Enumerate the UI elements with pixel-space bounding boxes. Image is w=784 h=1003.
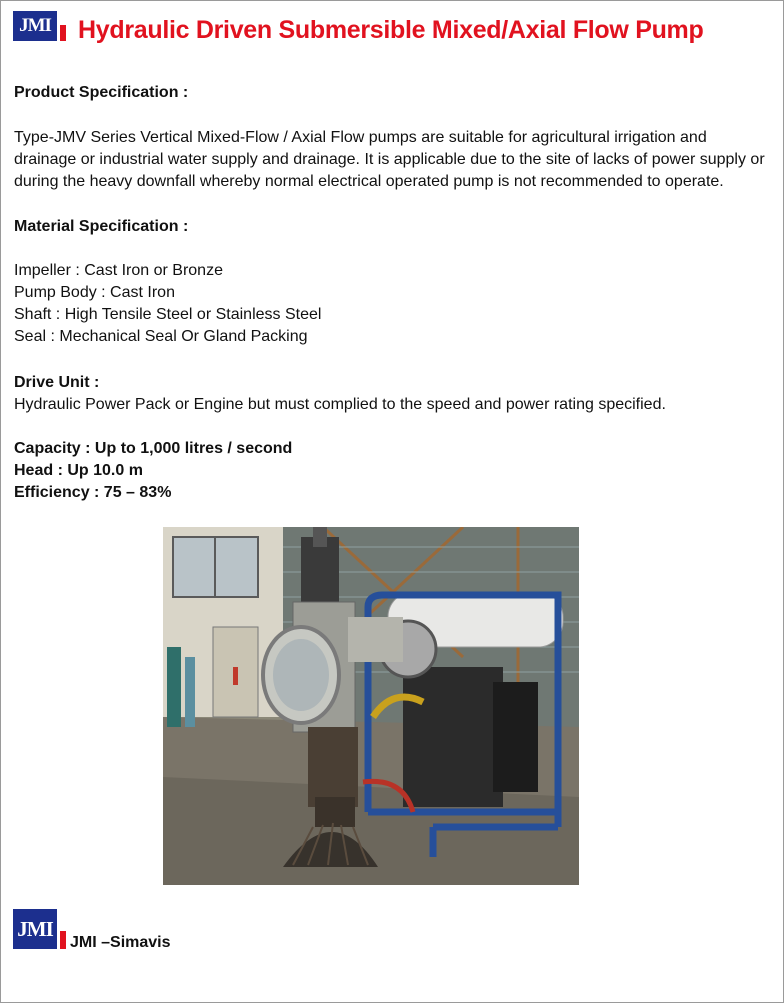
material-item: Shaft : High Tensile Steel or Stainless Steel xyxy=(14,306,322,323)
product-spec-heading: Product Specification : xyxy=(14,84,189,101)
logo-mark: JMI xyxy=(13,11,57,41)
logo-mark: JMI xyxy=(13,909,57,949)
footer-company-name: JMI –Simavis xyxy=(70,934,171,951)
efficiency-rating: Efficiency : 75 – 83% xyxy=(14,484,172,501)
product-desc-line: Type-JMV Series Vertical Mixed-Flow / Axial Flow pumps are suitable for agricultural irrigation and xyxy=(14,129,707,146)
product-desc-line: during the heavy downfall whereby normal electrical operated pump is not recommended to operate. xyxy=(14,173,724,190)
drive-unit-heading: Drive Unit : xyxy=(14,374,100,391)
capacity-rating: Capacity : Up to 1,000 litres / second xyxy=(14,440,293,457)
footer-logo xyxy=(13,909,66,949)
logo-red-bar xyxy=(60,931,66,949)
page-title: Hydraulic Driven Submersible Mixed/Axial Flow Pump xyxy=(78,16,704,44)
material-item: Seal : Mechanical Seal Or Gland Packing xyxy=(14,328,308,345)
logo-red-bar xyxy=(60,25,66,41)
header-logo xyxy=(13,11,66,41)
head-rating: Head : Up 10.0 m xyxy=(14,462,143,479)
material-spec-heading: Material Specification : xyxy=(14,218,189,235)
material-item: Pump Body : Cast Iron xyxy=(14,284,175,301)
drive-unit-text: Hydraulic Power Pack or Engine but must complied to the speed and power rating specified. xyxy=(14,396,666,413)
pump-photo xyxy=(163,527,579,885)
product-desc-line: drainage or industrial water supply and drainage. It is applicable due to the site of lacks of power supply or xyxy=(14,151,765,168)
material-item: Impeller : Cast Iron or Bronze xyxy=(14,262,223,279)
